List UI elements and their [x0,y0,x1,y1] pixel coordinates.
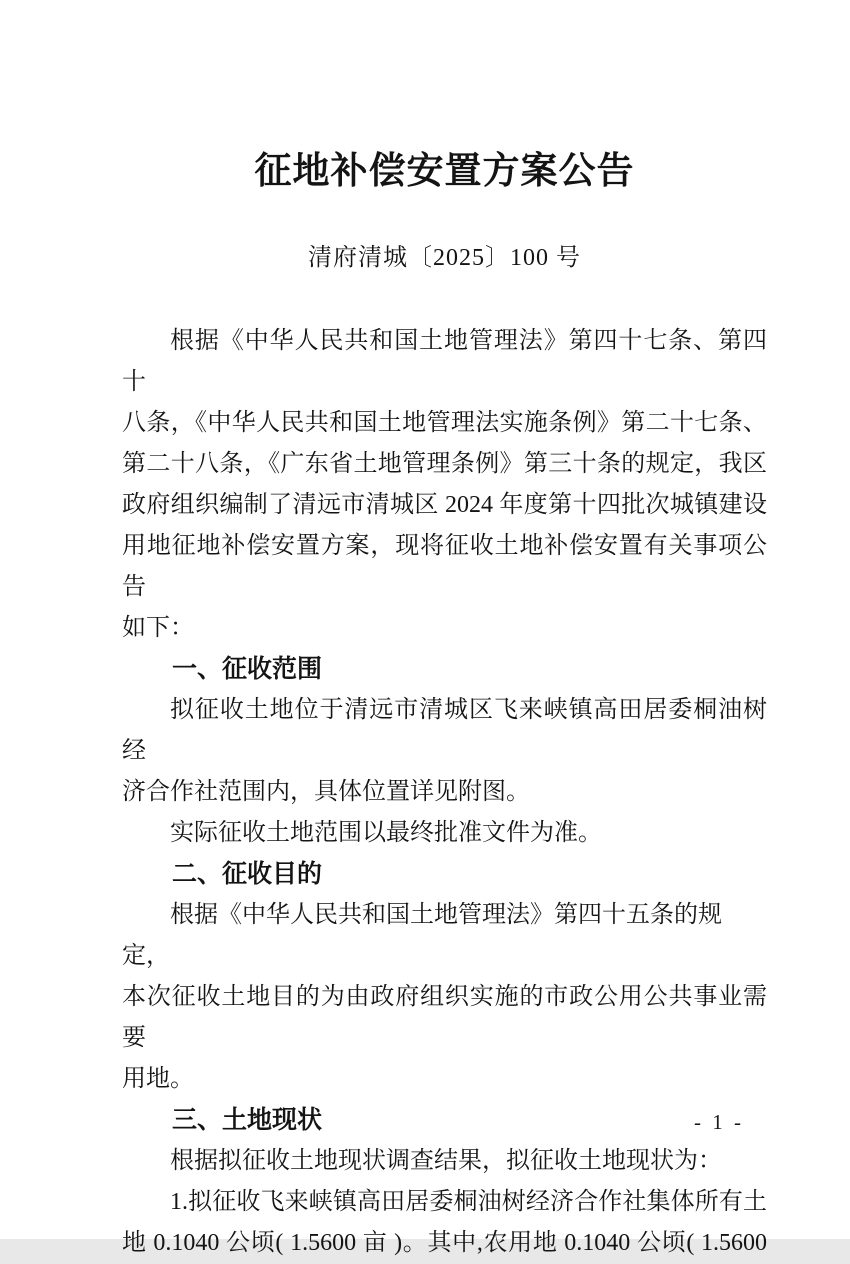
body-line: 本次征收土地目的为由政府组织实施的市政公用公共事业需要 [122,984,767,1051]
body-line: 拟征收土地位于清远市清城区飞来峡镇高田居委桐油树经 [122,697,767,764]
document-number: 清府清城〔2025〕100 号 [308,245,581,271]
section-heading: 一、征收范围 [172,655,323,683]
body-line: 地 0.1040 公顷( 1.5600 亩 )。其中,农用地 0.1040 公顷( 1.5600 [122,1230,767,1256]
section-heading: 三、土地现状 [172,1106,323,1134]
page-number: - 1 - [694,1110,744,1134]
document-body [122,321,767,1264]
body-line: 根据《中华人民共和国土地管理法》第四十七条、第四十 [122,328,767,395]
body-line: 用地。 [122,1066,194,1092]
body-line: 根据拟征收土地现状调查结果，拟征收土地现状为： [170,1148,722,1174]
body-line: 根据《中华人民共和国土地管理法》第四十五条的规定， [122,902,722,969]
body-line: 政府组织编制了清远市清城区 2024 年度第十四批次城镇建设 [122,492,767,518]
body-line: 用地征地补偿安置方案，现将征收土地补偿安置有关事项公告 [122,533,767,600]
body-line: 1.拟征收飞来峡镇高田居委桐油树经济合作社集体所有土 [170,1189,767,1215]
body-line: 济合作社范围内，具体位置详见附图。 [122,779,530,805]
section-heading: 二、征收目的 [172,860,323,888]
body-line: 八条，《中华人民共和国土地管理法实施条例》第二十七条、 [122,410,767,436]
body-line: 如下： [122,615,194,641]
document-title: 征地补偿安置方案公告 [254,151,635,192]
body-line: 第二十八条，《广东省土地管理条例》第三十条的规定，我区 [122,451,767,477]
body-line: 实际征收土地范围以最终批准文件为准。 [170,820,602,846]
